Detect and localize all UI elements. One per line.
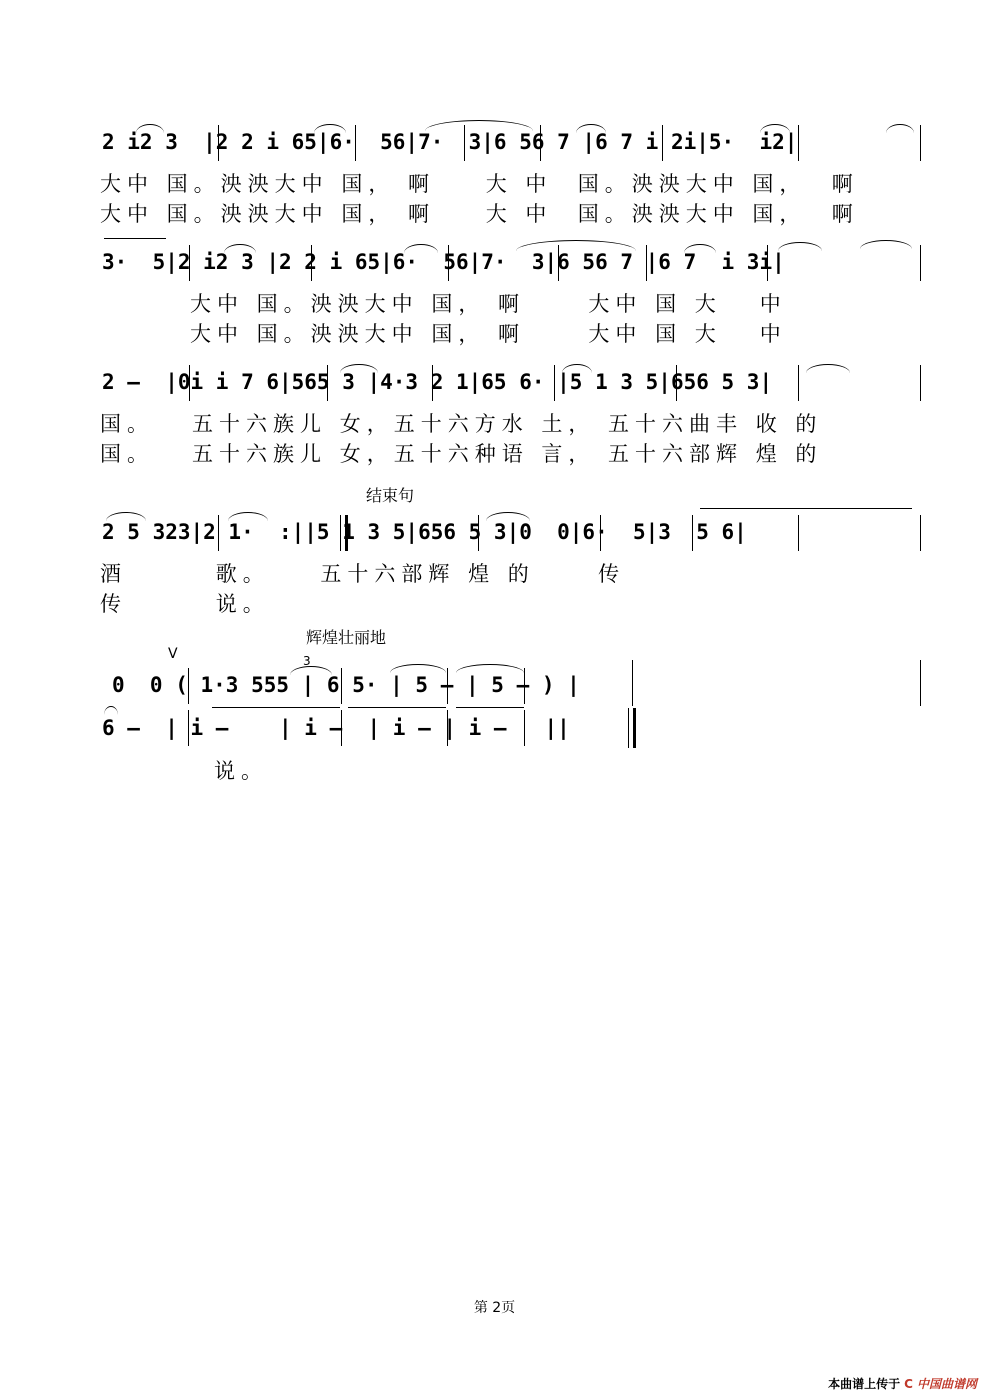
upload-credit — [828, 1375, 977, 1392]
lower-notation-line: 6 – | i – | i – | i – | i – || — [102, 716, 570, 740]
lyric-verse-2: 大中 国。泱泱大中 国， 啊 大 中 国。泱泱大中 国， 啊 — [100, 202, 859, 226]
lyric-verse-1: 酒 歌。 五十六部辉 煌 的 传 — [100, 562, 626, 586]
site-logo-icon: C — [904, 1376, 913, 1391]
notation-line: 2 i2 3 |2 2 i 65|6· 56|7· 3|6 56 7 |6 7 i 2i|5· i2| — [102, 130, 798, 154]
lyric-verse-2: 传 说。 — [100, 592, 270, 616]
upper-notation-line: 0 0 ( 1·3 555 | 6 5· | 5 – | 5 – ) | — [112, 673, 580, 697]
lyric-verse-1: 国。 五十六族儿 女，五十六方水 土， 五十六曲丰 收 的 — [100, 412, 823, 436]
upload-text: 本曲谱上传于 — [828, 1377, 901, 1391]
notation-line: 2 – |0i i 7 6|565 3 |4·3 2 1|65 6· |5 1 3 5|656 5 3| — [102, 370, 773, 394]
lyric-final: 说。 — [214, 759, 268, 783]
lyric-verse-1: 大中 国。泱泱大中 国， 啊 大 中 国。泱泱大中 国， 啊 — [100, 172, 859, 196]
ending-label: 结束句 — [366, 486, 415, 505]
expression-label: 辉煌壮丽地 — [306, 628, 387, 647]
lyric-verse-2: 国。 五十六族儿 女，五十六种语 言， 五十六部辉 煌 的 — [100, 442, 823, 466]
triplet-mark: 3 — [303, 654, 311, 668]
breath-mark: V — [168, 646, 178, 662]
lyric-verse-2: 大中 国。泱泱大中 国， 啊 大中 国 大 中 — [190, 322, 787, 346]
lyric-verse-1: 大中 国。泱泱大中 国， 啊 大中 国 大 中 — [190, 292, 787, 316]
page-number: 第 2页 — [473, 1300, 516, 1316]
site-name: 中国曲谱网 — [916, 1377, 977, 1391]
notation-line: 2 5 323|2 1· :||5 1 3 5|656 5 3|0 0|6· 5|3 5 6| — [102, 520, 747, 544]
notation-line: 3· 5|2 i2 3 |2 2 i 65|6· 56|7· 3|6 56 7 |6 7 i 3i| — [102, 250, 785, 274]
